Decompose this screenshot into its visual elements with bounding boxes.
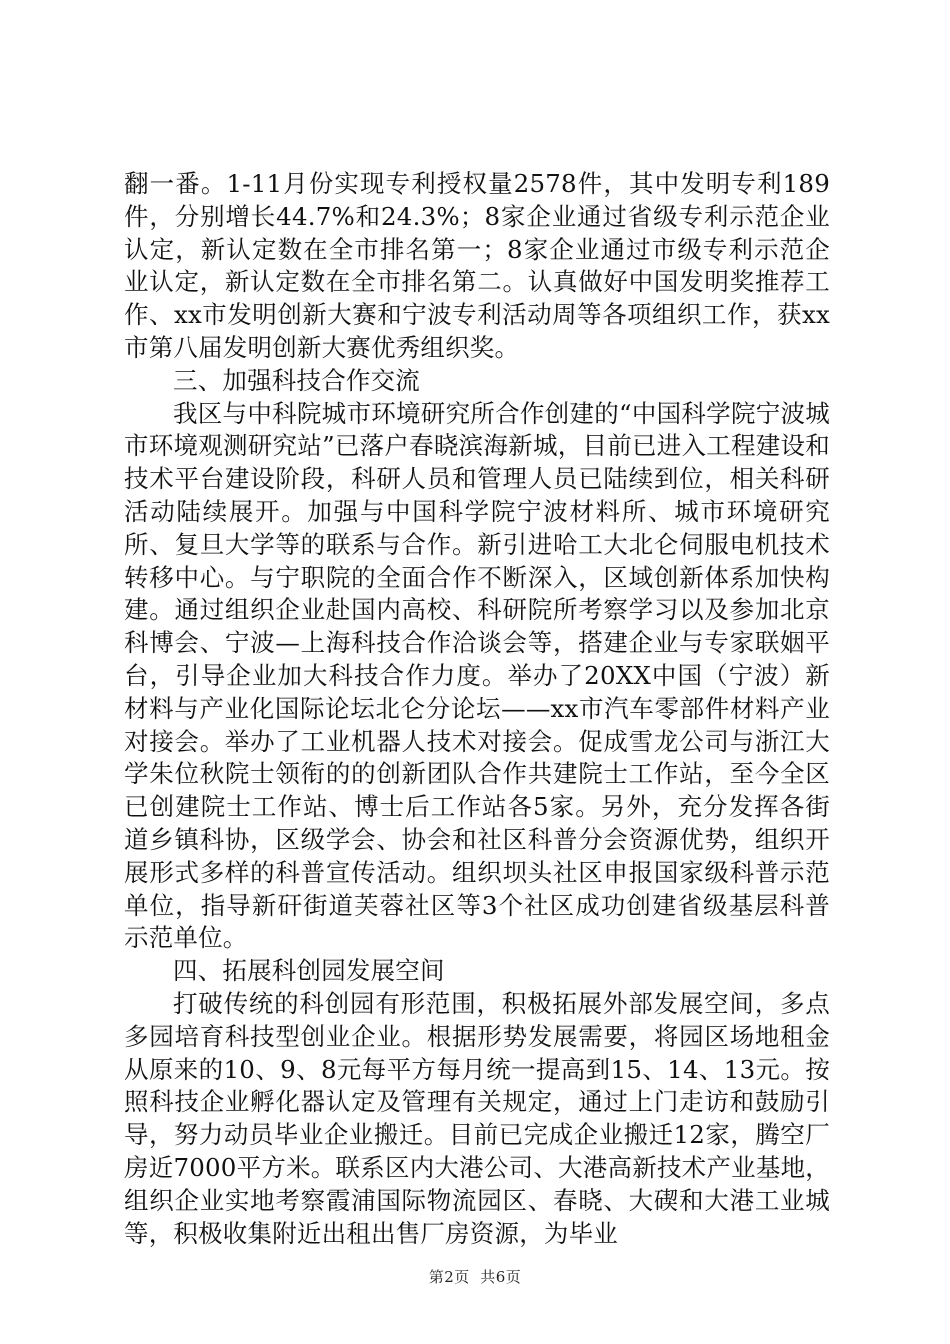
- page-footer: 第2页 共6页: [428, 1268, 522, 1286]
- paragraph-patents: 翻一番。1-11月份实现专利授权量2578件，其中发明专利189件，分别增长44.7%和24.3%；8家企业通过省级专利示范企业认定，新认定数在全市排名第一；8家企业通过市级专利示范企业认定，新认定数在全市排名第二。认真做好中国发明奖推荐工作、xx市发明创新大赛和宁波专利活动周等各项组织工作，获xx市第八届发明创新大赛优秀组织奖。: [124, 169, 830, 362]
- paragraph-cooperation: 我区与中科院城市环境研究所合作创建的“中国科学院宁波城市环境观测研究站”已落户春晓滨海新城，目前已进入工程建设和技术平台建设阶段，科研人员和管理人员已陆续到位，相关科研活动陆续展开。加强与中国科学院宁波材料所、城市环境研究所、复旦大学等的联系与合作。新引进哈工大北仑伺服电机技术转移中心。与宁职院的全面合作不断深入，区域创新体系加快构建。通过组织企业赴国内高校、科研院所考察学习以及参加北京科博会、宁波—上海科技合作洽谈会等，搭建企业与专家联姻平台，引导企业加大科技合作力度。举办了20XX中国（宁波）新材料与产业化国际论坛北仑分论坛——xx市汽车零部件材料产业对接会。举办了工业机器人技术对接会。促成雪龙公司与浙江大学朱位秋院士领衔的的创新团队合作共建院士工作站，至今全区已创建院士工作站、博士后工作站各5家。另外，充分发挥各街道乡镇科协，区级学会、协会和社区科普分会资源优势，组织开展形式多样的科普宣传活动。组织坝头社区申报国家级科普示范单位，指导新矸街道芙蓉社区等3个社区成功创建省级基层科普示范单位。: [124, 398, 830, 953]
- document-body: [124, 168, 830, 1250]
- paragraph-science-park: 打破传统的科创园有形范围，积极拓展外部发展空间，多点多园培育科技型创业企业。根据形势发展需要，将园区场地租金从原来的10、9、8元每平方每月统一提高到15、14、13元。按照科技企业孵化器认定及管理有关规定，通过上门走访和鼓励引导，努力动员毕业企业搬迁。目前已完成企业搬迁12家，腾空厂房近7000平方米。联系区内大港公司、大港高新技术产业基地，组织企业实地考察霞浦国际物流园区、春晓、大碶和大港工业城等，积极收集附近出租出售厂房资源，为毕业: [124, 988, 830, 1248]
- section-heading-3: 三、加强科技合作交流: [173, 365, 420, 395]
- section-heading-4: 四、拓展科创园发展空间: [173, 956, 445, 986]
